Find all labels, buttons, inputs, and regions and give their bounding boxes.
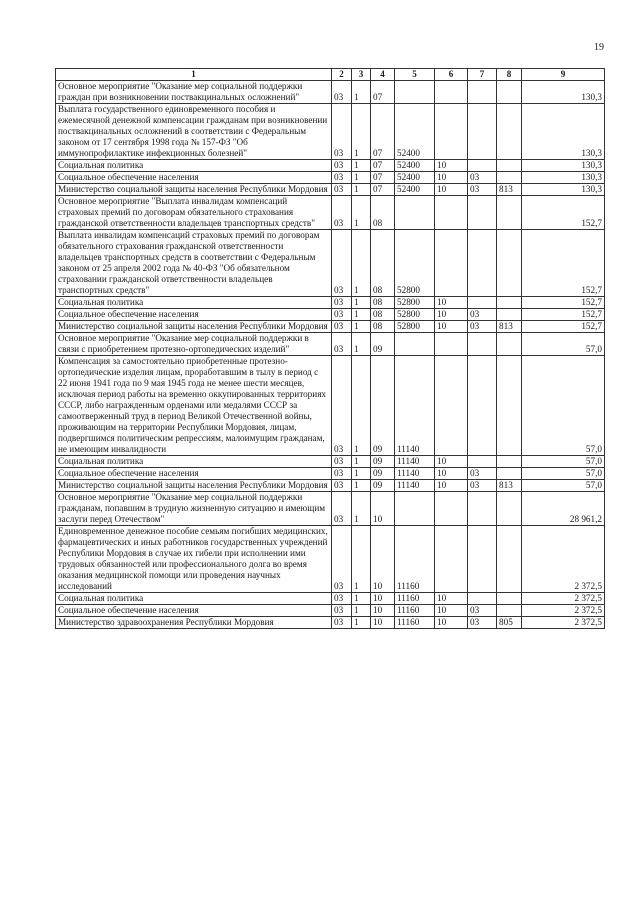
cell-direction: 52800: [395, 297, 435, 309]
cell-main-activity: 07: [371, 160, 395, 172]
cell-ministry: [497, 104, 522, 160]
cell-program: 03: [332, 356, 352, 456]
cell-section: [435, 356, 468, 456]
cell-direction: 52400: [395, 160, 435, 172]
cell-direction: 52800: [395, 230, 435, 297]
cell-section: [435, 526, 468, 593]
column-header-3: 3: [352, 69, 371, 81]
cell-main-activity: 10: [371, 526, 395, 593]
column-header-1: 1: [56, 69, 332, 81]
cell-subprogram: 1: [352, 617, 371, 629]
table-row: [56, 356, 605, 456]
cell-amount: 152,7: [522, 297, 605, 309]
cell-subprogram: 1: [352, 81, 371, 104]
cell-amount: 152,7: [522, 309, 605, 321]
cell-direction: [395, 333, 435, 356]
cell-main-activity: 07: [371, 81, 395, 104]
cell-ministry: [497, 593, 522, 605]
table-row: [56, 456, 605, 468]
table-row: [56, 593, 605, 605]
cell-subsection: 03: [468, 184, 497, 196]
cell-ministry: [497, 196, 522, 230]
column-header-9: 9: [522, 69, 605, 81]
cell-program: 03: [332, 81, 352, 104]
cell-section: 10: [435, 297, 468, 309]
cell-subprogram: 1: [352, 321, 371, 333]
table-row: [56, 492, 605, 526]
cell-ministry: [497, 309, 522, 321]
row-name: Министерство социальной защиты населения Республики Мордовия: [56, 321, 332, 333]
table-row: [56, 480, 605, 492]
row-name: Единовременное денежное пособие семьям погибших медицинских, фармацевтических и иных работников государственных учреждений Республики Мордовия в случае их гибели при исполнении ими трудовых обязанностей или профессионального долга во время оказания медицинской помощи или проведения научных исследований: [56, 526, 332, 593]
cell-main-activity: 07: [371, 172, 395, 184]
cell-subprogram: 1: [352, 356, 371, 456]
cell-program: 03: [332, 321, 352, 333]
cell-main-activity: 08: [371, 297, 395, 309]
cell-section: 10: [435, 456, 468, 468]
cell-section: 10: [435, 468, 468, 480]
cell-direction: 11160: [395, 526, 435, 593]
cell-subprogram: 1: [352, 184, 371, 196]
cell-subsection: 03: [468, 480, 497, 492]
cell-direction: 11140: [395, 480, 435, 492]
table-row: [56, 468, 605, 480]
table-row: [56, 184, 605, 196]
table-row: [56, 617, 605, 629]
cell-direction: 11160: [395, 593, 435, 605]
cell-direction: [395, 492, 435, 526]
cell-ministry: [497, 297, 522, 309]
row-name: Основное мероприятие "Оказание мер социальной поддержки гражданам, попавшим в трудную жизненную ситуацию и имеющим заслуги перед Отечеством": [56, 492, 332, 526]
cell-amount: 57,0: [522, 356, 605, 456]
cell-section: [435, 196, 468, 230]
cell-amount: 152,7: [522, 230, 605, 297]
cell-section: 10: [435, 593, 468, 605]
cell-ministry: 813: [497, 184, 522, 196]
table-row: [56, 230, 605, 297]
row-name: Социальное обеспечение населения: [56, 605, 332, 617]
cell-subprogram: 1: [352, 196, 371, 230]
cell-amount: 130,3: [522, 160, 605, 172]
cell-ministry: [497, 160, 522, 172]
cell-main-activity: 08: [371, 309, 395, 321]
cell-amount: 2 372,5: [522, 617, 605, 629]
cell-subsection: 03: [468, 172, 497, 184]
cell-ministry: 813: [497, 480, 522, 492]
table-row: [56, 297, 605, 309]
cell-amount: 57,0: [522, 333, 605, 356]
cell-subsection: [468, 297, 497, 309]
cell-subsection: [468, 593, 497, 605]
table-row: [56, 333, 605, 356]
cell-direction: 11140: [395, 468, 435, 480]
cell-subsection: [468, 333, 497, 356]
cell-subprogram: 1: [352, 492, 371, 526]
cell-subsection: [468, 230, 497, 297]
cell-program: 03: [332, 593, 352, 605]
cell-ministry: [497, 81, 522, 104]
cell-main-activity: 10: [371, 593, 395, 605]
cell-subsection: [468, 456, 497, 468]
row-name: Социальное обеспечение населения: [56, 172, 332, 184]
row-name: Основное мероприятие "Оказание мер социальной поддержки в связи с приобретением протезно-ортопедических изделий": [56, 333, 332, 356]
cell-subsection: [468, 81, 497, 104]
cell-program: 03: [332, 492, 352, 526]
row-name: Компенсация за самостоятельно приобретенные протезно-ортопедические изделия лицам, проработавшим в тылу в период с 22 июня 1941 года по 9 мая 1945 года не менее шести месяцев, исключая период работы на временно оккупированных территориях СССР, либо награжденным орденами или медалями СССР за самоотверженный труд в период Великой Отечественной войны, проживающим на территории Республики Мордовия, лицам, подвергшимся политическим репрессиям, малоимущим гражданам, не имеющим инвалидности: [56, 356, 332, 456]
table-row: [56, 104, 605, 160]
cell-program: 03: [332, 617, 352, 629]
cell-ministry: [497, 468, 522, 480]
cell-amount: 130,3: [522, 81, 605, 104]
cell-ministry: [497, 172, 522, 184]
table-row: [56, 81, 605, 104]
table-row: [56, 309, 605, 321]
column-header-6: 6: [435, 69, 468, 81]
cell-ministry: [497, 356, 522, 456]
cell-subsection: 03: [468, 605, 497, 617]
cell-section: [435, 81, 468, 104]
cell-program: 03: [332, 184, 352, 196]
cell-amount: 57,0: [522, 480, 605, 492]
table-row: [56, 321, 605, 333]
cell-amount: 2 372,5: [522, 593, 605, 605]
cell-program: 03: [332, 456, 352, 468]
cell-direction: 52400: [395, 184, 435, 196]
table-row: [56, 196, 605, 230]
cell-direction: 52400: [395, 172, 435, 184]
cell-section: 10: [435, 321, 468, 333]
cell-ministry: [497, 230, 522, 297]
cell-amount: 2 372,5: [522, 526, 605, 593]
cell-amount: 130,3: [522, 172, 605, 184]
cell-program: 03: [332, 605, 352, 617]
cell-main-activity: 07: [371, 184, 395, 196]
cell-main-activity: 09: [371, 480, 395, 492]
cell-main-activity: 08: [371, 230, 395, 297]
cell-amount: 152,7: [522, 196, 605, 230]
cell-main-activity: 09: [371, 456, 395, 468]
row-name: Социальная политика: [56, 593, 332, 605]
cell-direction: 52400: [395, 104, 435, 160]
cell-main-activity: 10: [371, 617, 395, 629]
cell-subprogram: 1: [352, 468, 371, 480]
cell-subsection: 03: [468, 468, 497, 480]
row-name: Основное мероприятие "Выплата инвалидам компенсаций страховых премий по договорам обязательного страхования гражданской ответственности владельцев транспортных средств": [56, 196, 332, 230]
cell-direction: 52800: [395, 309, 435, 321]
column-header-8: 8: [497, 69, 522, 81]
cell-section: 10: [435, 160, 468, 172]
cell-ministry: [497, 605, 522, 617]
cell-ministry: [497, 456, 522, 468]
cell-direction: 11160: [395, 617, 435, 629]
cell-program: 03: [332, 104, 352, 160]
header-row: [56, 69, 605, 81]
cell-section: [435, 492, 468, 526]
column-header-7: 7: [468, 69, 497, 81]
cell-program: 03: [332, 172, 352, 184]
cell-ministry: [497, 492, 522, 526]
cell-program: 03: [332, 297, 352, 309]
cell-subsection: [468, 356, 497, 456]
row-name: Выплата государственного единовременного пособия и ежемесячной денежной компенсации гражданам при возникновении поствакцинальных осложнений в соответствии с Федеральным законом от 17 сентября 1998 года № 157-ФЗ "Об иммунопрофилактике инфекционных болезней": [56, 104, 332, 160]
cell-section: 10: [435, 605, 468, 617]
cell-ministry: [497, 333, 522, 356]
cell-main-activity: 08: [371, 321, 395, 333]
row-name: Социальное обеспечение населения: [56, 309, 332, 321]
cell-program: 03: [332, 160, 352, 172]
cell-subprogram: 1: [352, 526, 371, 593]
cell-ministry: 813: [497, 321, 522, 333]
cell-amount: 130,3: [522, 104, 605, 160]
cell-ministry: 805: [497, 617, 522, 629]
row-name: Социальная политика: [56, 297, 332, 309]
table-row: [56, 526, 605, 593]
cell-amount: 57,0: [522, 456, 605, 468]
cell-subprogram: 1: [352, 605, 371, 617]
cell-subprogram: 1: [352, 104, 371, 160]
column-header-4: 4: [371, 69, 395, 81]
cell-main-activity: 10: [371, 492, 395, 526]
cell-subprogram: 1: [352, 160, 371, 172]
cell-direction: 52800: [395, 321, 435, 333]
table-row: [56, 605, 605, 617]
row-name: Выплата инвалидам компенсаций страховых премий по договорам обязательного страхования гражданской ответственности владельцев транспортных средств в соответствии с Федеральным законом от 25 апреля 2002 года № 40-ФЗ "Об обязательном страховании гражданской ответственности владельцев транспортных средств": [56, 230, 332, 297]
cell-section: [435, 230, 468, 297]
cell-main-activity: 09: [371, 333, 395, 356]
cell-direction: [395, 196, 435, 230]
cell-direction: [395, 81, 435, 104]
cell-program: 03: [332, 309, 352, 321]
cell-subprogram: 1: [352, 593, 371, 605]
cell-subsection: 03: [468, 617, 497, 629]
cell-program: 03: [332, 526, 352, 593]
cell-main-activity: 09: [371, 356, 395, 456]
cell-main-activity: 07: [371, 104, 395, 160]
cell-subsection: [468, 492, 497, 526]
budget-table: [55, 68, 605, 629]
cell-program: 03: [332, 230, 352, 297]
cell-subprogram: 1: [352, 172, 371, 184]
cell-main-activity: 08: [371, 196, 395, 230]
cell-subprogram: 1: [352, 297, 371, 309]
row-name: Социальное обеспечение населения: [56, 468, 332, 480]
cell-subprogram: 1: [352, 456, 371, 468]
table-row: [56, 160, 605, 172]
cell-subsection: [468, 526, 497, 593]
table-row: [56, 172, 605, 184]
row-name: Министерство социальной защиты населения Республики Мордовия: [56, 184, 332, 196]
page-number: 19: [594, 42, 604, 53]
cell-section: 10: [435, 172, 468, 184]
cell-amount: 57,0: [522, 468, 605, 480]
cell-main-activity: 09: [371, 468, 395, 480]
cell-section: 10: [435, 309, 468, 321]
cell-subsection: 03: [468, 309, 497, 321]
cell-amount: 2 372,5: [522, 605, 605, 617]
cell-amount: 152,7: [522, 321, 605, 333]
cell-subsection: [468, 160, 497, 172]
row-name: Социальная политика: [56, 456, 332, 468]
cell-subprogram: 1: [352, 309, 371, 321]
row-name: Основное мероприятие "Оказание мер социальной поддержки граждан при возникновении поствакцинальных осложнений": [56, 81, 332, 104]
cell-main-activity: 10: [371, 605, 395, 617]
cell-section: 10: [435, 184, 468, 196]
row-name: Социальная политика: [56, 160, 332, 172]
cell-subsection: 03: [468, 321, 497, 333]
cell-direction: 11140: [395, 456, 435, 468]
cell-section: [435, 333, 468, 356]
cell-subprogram: 1: [352, 230, 371, 297]
cell-subsection: [468, 104, 497, 160]
row-name: Министерство здравоохранения Республики Мордовия: [56, 617, 332, 629]
cell-direction: 11160: [395, 605, 435, 617]
cell-program: 03: [332, 196, 352, 230]
column-header-2: 2: [332, 69, 352, 81]
cell-program: 03: [332, 468, 352, 480]
cell-subprogram: 1: [352, 333, 371, 356]
cell-subprogram: 1: [352, 480, 371, 492]
cell-ministry: [497, 526, 522, 593]
cell-section: [435, 104, 468, 160]
cell-program: 03: [332, 480, 352, 492]
cell-section: 10: [435, 480, 468, 492]
row-name: Министерство социальной защиты населения Республики Мордовия: [56, 480, 332, 492]
cell-program: 03: [332, 333, 352, 356]
cell-amount: 28 961,2: [522, 492, 605, 526]
table-body: [56, 81, 605, 629]
cell-amount: 130,3: [522, 184, 605, 196]
cell-direction: 11140: [395, 356, 435, 456]
cell-section: 10: [435, 617, 468, 629]
cell-subsection: [468, 196, 497, 230]
column-header-5: 5: [395, 69, 435, 81]
